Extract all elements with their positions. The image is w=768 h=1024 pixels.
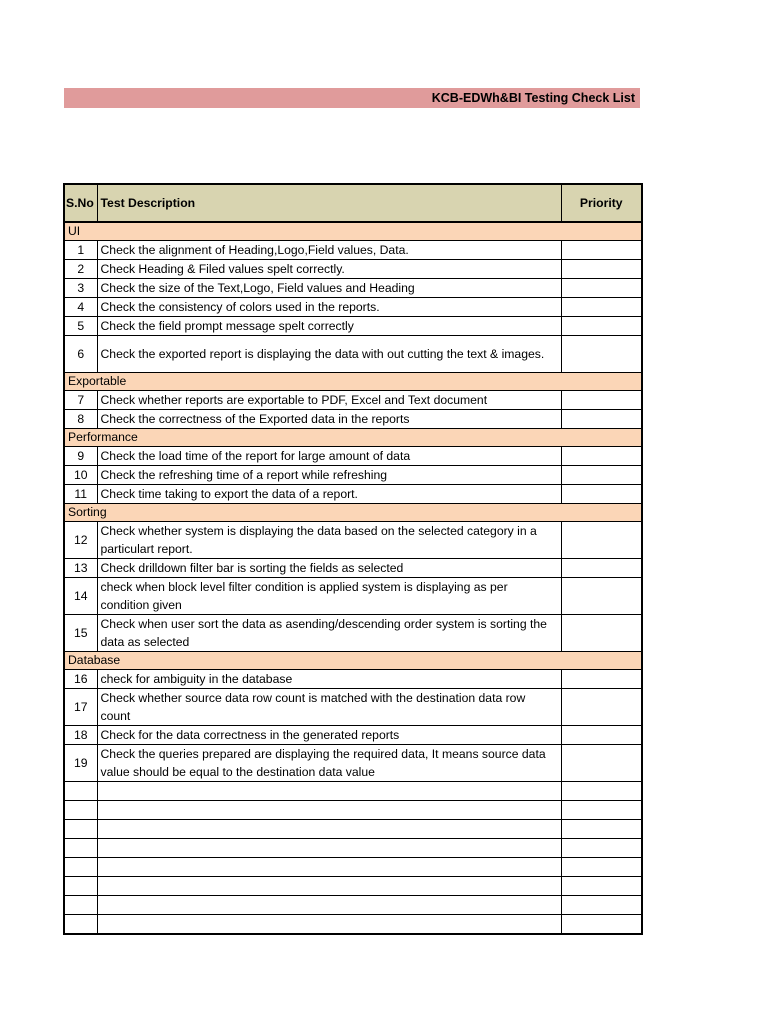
row-description-cell[interactable]: Check the load time of the report for large amount of data <box>97 447 561 466</box>
row-priority-cell[interactable] <box>561 801 642 820</box>
table-row <box>64 260 642 279</box>
table-row <box>64 298 642 317</box>
row-sno-cell[interactable]: 16 <box>64 670 97 689</box>
checklist-body <box>64 184 642 934</box>
row-priority-cell[interactable] <box>561 559 642 578</box>
empty-row <box>64 858 642 877</box>
row-sno-cell[interactable] <box>64 858 97 877</box>
row-sno-cell[interactable] <box>64 782 97 801</box>
checklist-table <box>63 183 643 935</box>
row-description-cell[interactable]: Check for the data correctness in the generated reports <box>97 726 561 745</box>
row-sno-cell[interactable] <box>64 801 97 820</box>
row-description-cell[interactable]: Check the queries prepared are displaying the required data, It means source data value should be equal to the destination data value <box>97 745 561 782</box>
row-description-cell[interactable]: Check the consistency of colors used in the reports. <box>97 298 561 317</box>
row-description-cell[interactable]: check when block level filter condition is applied system is displaying as per condition given <box>97 578 561 615</box>
row-description-cell[interactable]: Check the size of the Text,Logo, Field values and Heading <box>97 279 561 298</box>
table-row <box>64 670 642 689</box>
row-priority-cell[interactable] <box>561 820 642 839</box>
row-sno-cell[interactable]: 1 <box>64 241 97 260</box>
category-label[interactable]: Database <box>64 652 642 670</box>
table-row <box>64 559 642 578</box>
row-priority-cell[interactable] <box>561 689 642 726</box>
row-sno-cell[interactable]: 17 <box>64 689 97 726</box>
row-priority-cell[interactable] <box>561 410 642 429</box>
row-priority-cell[interactable] <box>561 336 642 373</box>
row-description-cell[interactable] <box>97 782 561 801</box>
row-sno-cell[interactable]: 4 <box>64 298 97 317</box>
row-priority-cell[interactable] <box>561 317 642 336</box>
category-label[interactable]: Exportable <box>64 373 642 391</box>
row-description-cell[interactable]: Check the correctness of the Exported data in the reports <box>97 410 561 429</box>
table-row <box>64 447 642 466</box>
row-priority-cell[interactable] <box>561 522 642 559</box>
table-row <box>64 466 642 485</box>
row-priority-cell[interactable] <box>561 485 642 504</box>
row-priority-cell[interactable] <box>561 915 642 935</box>
header-priority[interactable]: Priority <box>561 184 642 222</box>
row-priority-cell[interactable] <box>561 839 642 858</box>
header-test-description[interactable]: Test Description <box>97 184 561 222</box>
empty-row <box>64 896 642 915</box>
row-sno-cell[interactable]: 2 <box>64 260 97 279</box>
row-priority-cell[interactable] <box>561 896 642 915</box>
row-description-cell[interactable] <box>97 915 561 935</box>
row-sno-cell[interactable] <box>64 839 97 858</box>
row-priority-cell[interactable] <box>561 279 642 298</box>
row-description-cell[interactable]: Check when user sort the data as asending/descending order system is sorting the data as selected <box>97 615 561 652</box>
category-row <box>64 504 642 522</box>
row-description-cell[interactable]: Check the field prompt message spelt correctly <box>97 317 561 336</box>
row-sno-cell[interactable] <box>64 915 97 935</box>
row-description-cell[interactable]: Check the alignment of Heading,Logo,Field values, Data. <box>97 241 561 260</box>
table-row <box>64 578 642 615</box>
row-priority-cell[interactable] <box>561 447 642 466</box>
row-sno-cell[interactable]: 7 <box>64 391 97 410</box>
category-label[interactable]: Performance <box>64 429 642 447</box>
row-priority-cell[interactable] <box>561 298 642 317</box>
row-sno-cell[interactable]: 11 <box>64 485 97 504</box>
table-row <box>64 279 642 298</box>
empty-row <box>64 839 642 858</box>
row-description-cell[interactable]: Check the refreshing time of a report while refreshing <box>97 466 561 485</box>
row-description-cell[interactable]: Check whether system is displaying the data based on the selected category in a particulart report. <box>97 522 561 559</box>
header-row <box>64 184 642 222</box>
row-sno-cell[interactable]: 12 <box>64 522 97 559</box>
empty-row <box>64 782 642 801</box>
row-description-cell[interactable] <box>97 877 561 896</box>
row-description-cell[interactable] <box>97 858 561 877</box>
row-description-cell[interactable] <box>97 801 561 820</box>
row-description-cell[interactable]: check for ambiguity in the database <box>97 670 561 689</box>
row-priority-cell[interactable] <box>561 858 642 877</box>
table-row <box>64 410 642 429</box>
row-sno-cell[interactable] <box>64 877 97 896</box>
row-description-cell[interactable]: Check drilldown filter bar is sorting the fields as selected <box>97 559 561 578</box>
table-row <box>64 391 642 410</box>
row-sno-cell[interactable]: 8 <box>64 410 97 429</box>
table-row <box>64 336 642 373</box>
row-description-cell[interactable] <box>97 820 561 839</box>
row-priority-cell[interactable] <box>561 241 642 260</box>
header-sno[interactable]: S.No <box>64 184 97 222</box>
category-row <box>64 222 642 241</box>
row-priority-cell[interactable] <box>561 260 642 279</box>
empty-row <box>64 915 642 935</box>
row-sno-cell[interactable]: 19 <box>64 745 97 782</box>
table-row <box>64 726 642 745</box>
category-label[interactable]: Sorting <box>64 504 642 522</box>
table-row <box>64 745 642 782</box>
table-row <box>64 615 642 652</box>
row-description-cell[interactable] <box>97 896 561 915</box>
row-priority-cell[interactable] <box>561 745 642 782</box>
row-priority-cell[interactable] <box>561 578 642 615</box>
row-sno-cell[interactable]: 15 <box>64 615 97 652</box>
row-description-cell[interactable]: Check Heading & Filed values spelt correctly. <box>97 260 561 279</box>
row-priority-cell[interactable] <box>561 466 642 485</box>
row-sno-cell[interactable]: 3 <box>64 279 97 298</box>
empty-row <box>64 877 642 896</box>
row-sno-cell[interactable]: 14 <box>64 578 97 615</box>
table-row <box>64 317 642 336</box>
category-row <box>64 429 642 447</box>
row-sno-cell[interactable]: 18 <box>64 726 97 745</box>
row-priority-cell[interactable] <box>561 726 642 745</box>
row-sno-cell[interactable]: 9 <box>64 447 97 466</box>
row-sno-cell[interactable] <box>64 820 97 839</box>
table-row <box>64 522 642 559</box>
table-row <box>64 689 642 726</box>
category-row <box>64 373 642 391</box>
row-description-cell[interactable] <box>97 839 561 858</box>
row-sno-cell[interactable]: 5 <box>64 317 97 336</box>
table-row <box>64 241 642 260</box>
table-row <box>64 485 642 504</box>
row-sno-cell[interactable]: 13 <box>64 559 97 578</box>
empty-row <box>64 801 642 820</box>
sheet-title: KCB-EDWh&BI Testing Check List <box>431 91 635 105</box>
row-sno-cell[interactable] <box>64 896 97 915</box>
row-priority-cell[interactable] <box>561 391 642 410</box>
empty-row <box>64 820 642 839</box>
row-description-cell[interactable]: Check the exported report is displaying the data with out cutting the text & images. <box>97 336 561 373</box>
row-sno-cell[interactable]: 6 <box>64 336 97 373</box>
category-row <box>64 652 642 670</box>
row-sno-cell[interactable]: 10 <box>64 466 97 485</box>
row-description-cell[interactable]: Check whether reports are exportable to PDF, Excel and Text document <box>97 391 561 410</box>
row-description-cell[interactable]: Check time taking to export the data of a report. <box>97 485 561 504</box>
sheet-title-bar <box>64 88 640 108</box>
row-priority-cell[interactable] <box>561 877 642 896</box>
category-label[interactable]: UI <box>64 222 642 241</box>
row-priority-cell[interactable] <box>561 615 642 652</box>
row-description-cell[interactable]: Check whether source data row count is matched with the destination data row count <box>97 689 561 726</box>
row-priority-cell[interactable] <box>561 782 642 801</box>
row-priority-cell[interactable] <box>561 670 642 689</box>
